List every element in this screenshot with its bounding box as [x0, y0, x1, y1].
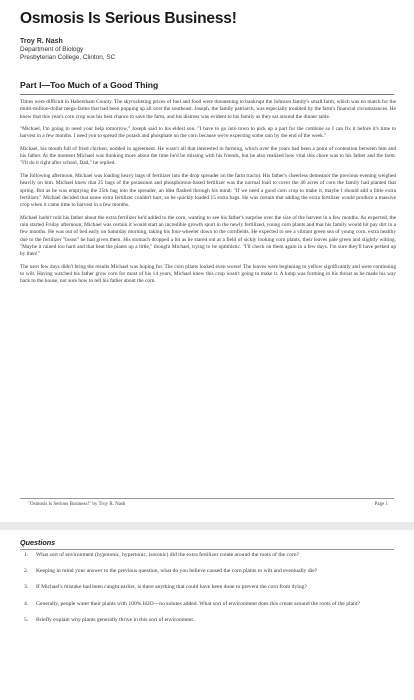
story-paragraph: "Michael, I'm going to need your help tomorrow," Joseph said to his eldest son. "I have to go into town to pick up a part for the combine so I can fix it before it's time to harvest in a few months. I need you to spread the potash and phosphate on the corn because we're expecting some rain by the end of the week.": [20, 126, 396, 140]
question-item: [24, 617, 384, 624]
questions-heading: Questions: [20, 538, 56, 547]
questions-divider: [20, 549, 394, 550]
question-text: Briefly explain why plants generally thrive in this sort of environment.: [36, 616, 195, 623]
story-paragraph: Michael, his mouth full of fried chicken, nodded in agreement. He wasn't all that interested in farming, which over the years had been a point of contention between him and his father. At the moment Michael was thinking more about the time he'd be missing with his friends, but he also realized how vital this chore was to his father and the farm. "I'll do it right after school, Dad," he replied.: [20, 145, 396, 167]
story-paragraph: Michael hadn't told his father about the extra fertilizer he'd added to the corn, wanting to see his father's surprise over the size of the harvest in a few months. As expected, the rain started Friday afternoon; Michael was certain it would start an incredible growth spurt in the newly fertilized, young corn plants and that his family would hit pay dirt in a few months. He was out of bed early on Saturday morning, taking his four-wheeler down to the cornfields. He expected to see a vibrant green sea of young corn, extra healthy due to the fertilizer "boost" he had given them. His stomach dropped a bit as he stared out at a field of sickly looking corn plants, their leaves pale green and slightly wilting. "Maybe it rained too hard and that beat the plants up a little," thought Michael, trying to be optimistic. "I'll check on them again in a few days. I'm sure they'll have perked up by then!": [20, 214, 396, 258]
story-paragraph: The next few days didn't bring the results Michael was hoping for. The corn plants looked even worse! The leaves were beginning to yellow significantly and were continuing to wilt. Having watched his father grow corn for most of his 14 years, Michael knew this crop wasn't going to make it. A lump was forming in his throat as he made his way back to the house, not sure how to tell his father about the corn.: [20, 263, 396, 285]
author-byline: [20, 38, 115, 63]
question-number: 2.: [24, 568, 29, 575]
footer-divider: [20, 498, 394, 499]
author-name: Troy R. Nash: [20, 38, 63, 45]
question-item: [24, 601, 384, 608]
document-page-2: [0, 530, 414, 700]
question-number: 4.: [24, 600, 29, 607]
author-department: Department of Biology: [20, 46, 84, 54]
question-text: Keeping in mind your answer to the previous question, what do you believe caused the corn plants to wilt and eventually die?: [36, 568, 318, 575]
author-institution: Presbyterian College, Clinton, SC: [20, 54, 116, 62]
page-number: Page 1: [374, 502, 388, 507]
question-item: [24, 584, 384, 591]
question-text: If Michael's mistake had been caught earlier, is there anything that could have been done to prevent the corn from dying?: [36, 584, 307, 591]
story-body: [20, 99, 396, 291]
document-title: Osmosis Is Serious Business!: [20, 10, 237, 27]
story-paragraph: Times were difficult in Habersham County. The skyrocketing prices of fuel and food were threatening to bankrupt the Johnson family's small farm, which was no match for the multi-million-dollar mega-farms that had been popping up all over the southeast. Joseph, the family patriarch, was especially troubled by the farm's financial circumstances. He knew that this year's corn crop was his best chance to save the farm, and his distress was evident to his family as they sat around the dinner table.: [20, 99, 396, 120]
question-number: 1.: [24, 552, 29, 558]
section-divider: [20, 94, 394, 95]
part-heading: Part I—Too Much of a Good Thing: [20, 80, 159, 90]
question-text: Generally, people water their plants with 100% H2O—no solutes added. What sort of environment does this create around the roots of the plant?: [36, 600, 360, 607]
question-number: 3.: [24, 584, 29, 591]
question-number: 5.: [24, 616, 29, 623]
question-text: What sort of environment (hypotonic, hypertonic, isotonic) did the extra fertilizer create around the roots of the corn?: [36, 552, 299, 558]
footer-citation: "Osmosis Is Serious Business!" by Troy R. Nash: [28, 502, 126, 507]
question-item: [24, 552, 384, 559]
questions-list: [24, 552, 384, 633]
question-item: [24, 568, 384, 575]
story-paragraph: The following afternoon, Michael was loading heavy bags of fertilizer into the drop spreader on the farm tractor. His father's cheerless demeanor the previous evening weighed heavily on him. Michael knew that 25 bags of the potassium and phosphorous-based fertilizer was the normal load to cover the 40 acres of corn the family had planted that spring. But as he was emptying the 25th bag into the spreader, an idea flashed through his mind: "If we need a good corn crop to make it, maybe I should add a little extra fertilizer." Michael decided that some extra fertilizer couldn't hurt, so he quickly loaded 15 extra bags. He was certain that adding the extra fertilizer would produce a massive crop when it came time to harvest in a few months.: [20, 172, 396, 209]
